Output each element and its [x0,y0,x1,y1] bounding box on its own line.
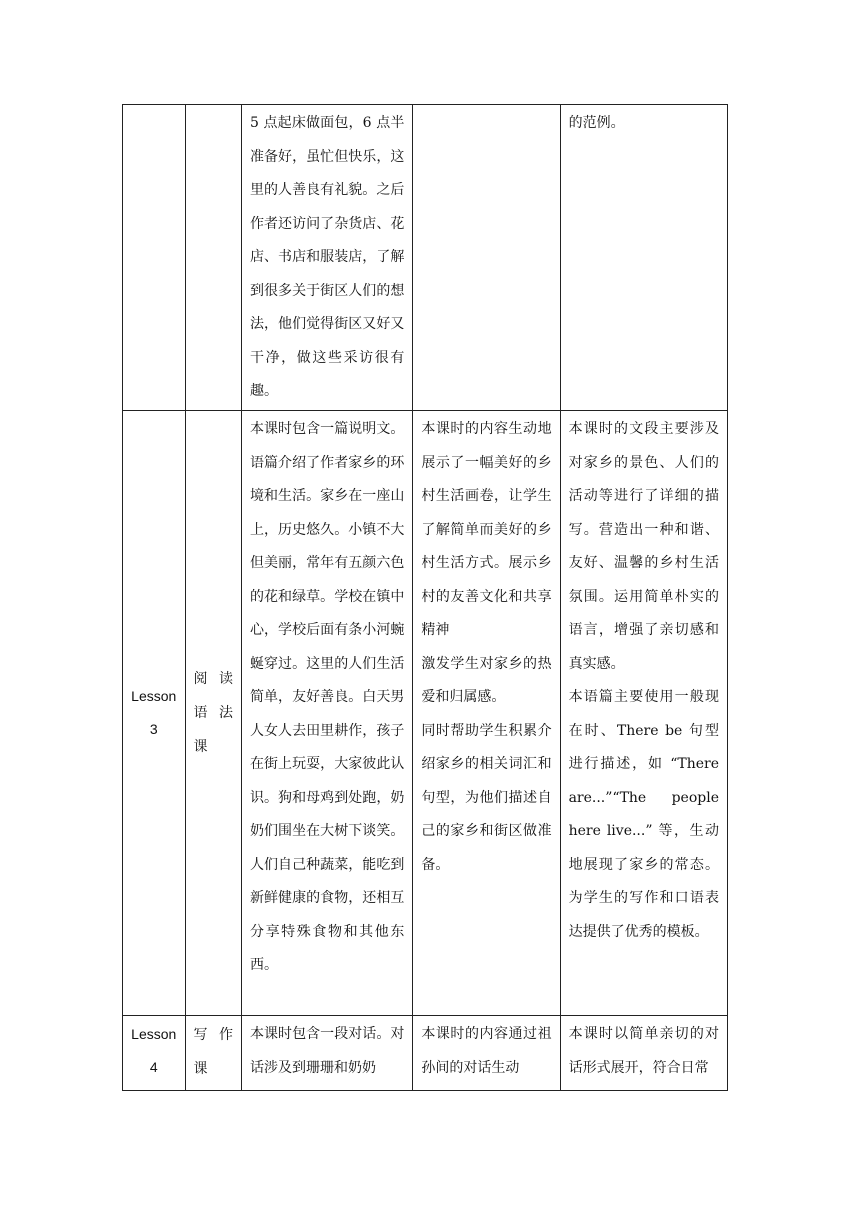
lesson-analysis-table [122,104,728,1091]
content-text: 本课时包含一段对话。对话涉及到珊珊和奶奶 [249,1026,405,1076]
feature-cell [560,411,727,1016]
table-row [123,1016,728,1091]
table-row [123,105,728,411]
feature-paragraph: 本语篇主要使用一般现在时、There be 句型进行描述，如 “There are...”“The people here live...” 等，生动地展现了家乡的常态。为学生的写作和口语表达提供了优秀的模板。 [568,689,719,940]
lesson-cell [123,411,186,1016]
feature-paragraph: 本课时的文段主要涉及对家乡的景色、人们的活动等进行了详细的描写。营造出一种和谐、友好、温馨的乡村生活氛围。运用简单朴实的语言，增强了亲切感和真实感。 [568,421,719,672]
goal-paragraph: 激发学生对家乡的热爱和归属感。 [421,655,552,705]
lesson-label: Lesson 3 [131,688,177,737]
goal-cell [413,1016,560,1091]
content-cell [241,1016,412,1091]
lesson-label: Lesson 4 [131,1026,177,1075]
content-text: 本课时包含一篇说明文。语篇介绍了作者家乡的环境和生活。家乡在一座山上，历史悠久。小镇不大但美丽，常年有五颜六色的花和绿草。学校在镇中心，学校后面有条小河蜿蜒穿过。这里的人们生活简单，友好善良。白天男人女人去田里耕作，孩子在街上玩耍，大家彼此认识。狗和母鸡到处跑，奶奶们围坐在大树下谈笑。人们自己种蔬菜，能吃到新鲜健康的食物，还相互分享特殊食物和其他东西。 [249,421,405,973]
feature-text: 本课时以简单亲切的对话形式展开，符合日常 [568,1026,719,1076]
goal-cell [413,411,560,1016]
goal-paragraph: 同时帮助学生积累介绍家乡的相关词汇和句型，为他们描述自己的家乡和街区做准备。 [421,722,552,873]
lesson-cell [123,105,186,411]
feature-cell [560,105,727,411]
content-text: 5 点起床做面包，6 点半准备好，虽忙但快乐，这里的人善良有礼貌。之后作者还访问了杂货店、花店、书店和服装店，了解到很多关于街区人们的想法，他们觉得街区又好又干净，做这些采访很有趣。 [249,115,405,399]
lesson-type-cell [185,105,241,411]
goal-cell [413,105,560,411]
table-row [123,411,728,1016]
content-cell [241,105,412,411]
goal-text: 本课时的内容通过祖孙间的对话生动 [421,1026,552,1076]
lesson-type-label: 阅读语法课 [193,671,233,755]
feature-cell [560,1016,727,1091]
goal-paragraph: 本课时的内容生动地展示了一幅美好的乡村生活画卷，让学生了解简单而美好的乡村生活方式。展示乡村的友善文化和共享精神 [421,421,552,638]
lesson-type-label: 写作课 [193,1027,233,1077]
lesson-type-cell [185,1016,241,1091]
content-cell [241,411,412,1016]
lesson-cell [123,1016,186,1091]
lesson-type-cell [185,411,241,1016]
feature-text: 的范例。 [568,115,625,131]
